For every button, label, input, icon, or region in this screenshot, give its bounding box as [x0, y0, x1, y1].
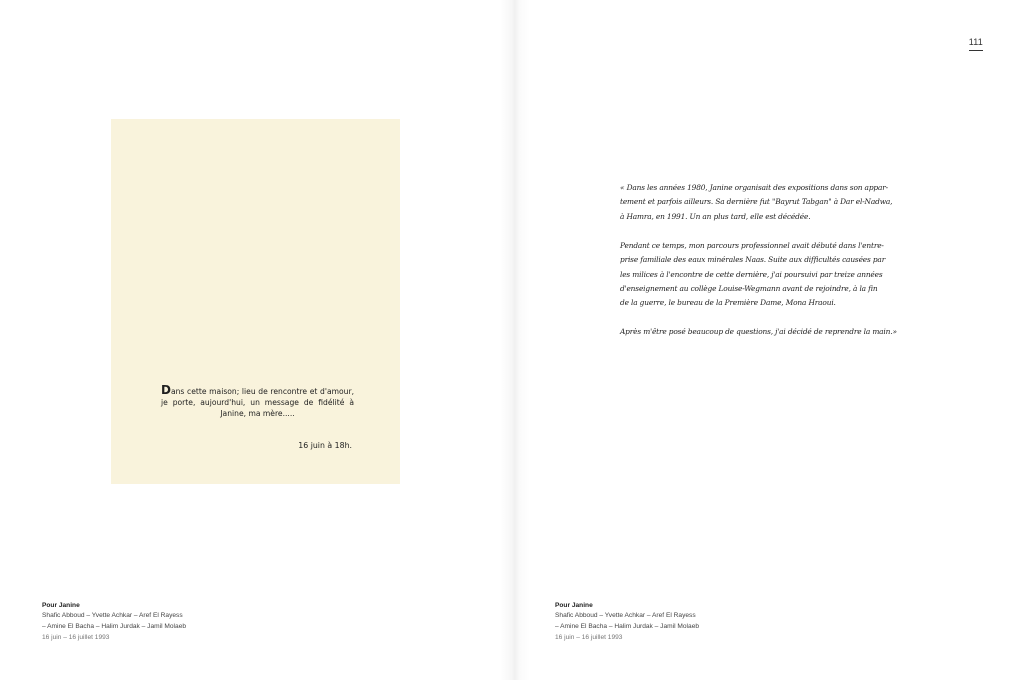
quote-line: prise familiale des eaux minérales Naas. Suite aux difficultés causées par — [620, 255, 886, 265]
right-page — [510, 0, 1020, 680]
invitation-card-image — [111, 119, 400, 484]
quote-line: tement et parfois ailleurs. Sa dernière fut "Bayrut Tabgan" à Dar el-Nadwa, — [620, 197, 893, 207]
quote-line: les milices à l'encontre de cette dernière, j'ai poursuivi par treize années — [620, 269, 883, 279]
caption-title: Pour Janine — [555, 602, 593, 609]
quote-paragraph-2 — [620, 239, 911, 311]
invitation-date: 16 juin à 18h. — [298, 441, 352, 450]
quote-line: « Dans les années 1980, Janine organisait des expositions dans son appar- — [620, 183, 888, 192]
invitation-line-1: Dans cette maison; lieu de rencontre et d'amour, — [161, 383, 354, 397]
quote-line: à Hamra, en 1991. Un an plus tard, elle est décédée. — [620, 211, 811, 221]
page-number: 111 — [969, 37, 983, 51]
drop-cap: D — [161, 383, 171, 397]
caption-artists-1: Shafic Abboud – Yvette Achkar – Aref El Rayess — [555, 612, 696, 620]
caption-artists-2: – Amine El Bacha – Halim Jurdak – Jamil Molaeb — [555, 622, 700, 630]
caption-title: Pour Janine — [42, 602, 80, 609]
caption-left — [42, 601, 186, 644]
quote-line: de la guerre, le bureau de la Première Dame, Mona Hraoui. — [620, 298, 836, 308]
invitation-line-2: je porte, aujourd'hui, un message de fidélité à — [161, 398, 354, 407]
quote-paragraph-1 — [620, 181, 911, 224]
caption-dates: 16 juin – 16 juillet 1993 — [555, 634, 623, 642]
quote-paragraph-3 — [620, 325, 911, 339]
quote-line: Après m'être posé beaucoup de questions, j'ai décidé de reprendre la main.» — [620, 327, 897, 337]
invitation-line-3: Janine, ma mère..... — [220, 409, 295, 418]
caption-artists-2: – Amine El Bacha – Halim Jurdak – Jamil Molaeb — [42, 622, 187, 630]
caption-right — [555, 601, 699, 644]
caption-dates: 16 juin – 16 juillet 1993 — [42, 634, 110, 642]
caption-artists-1: Shafic Abboud – Yvette Achkar – Aref El Rayess — [42, 612, 183, 620]
quote-line: d'enseignement au collège Louise-Wegmann avant de rejoindre, à la fin — [620, 284, 878, 294]
quote-block — [620, 181, 911, 354]
invitation-text — [161, 385, 354, 419]
quote-line: Pendant ce temps, mon parcours professionnel avait débuté dans l'entre- — [620, 240, 884, 250]
